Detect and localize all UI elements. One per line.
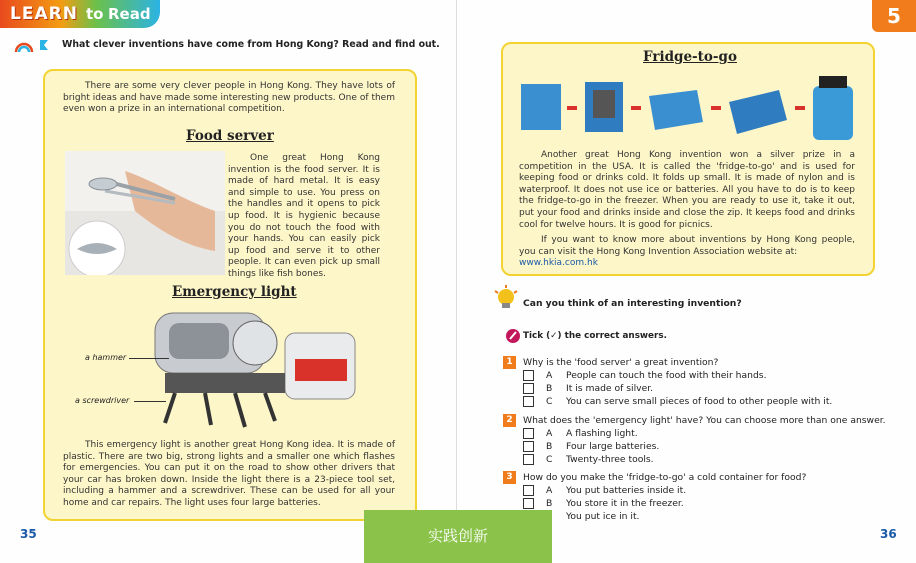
banner-learn: LEARN bbox=[10, 4, 78, 24]
checkbox[interactable] bbox=[523, 454, 534, 465]
question-2-number: 2 bbox=[503, 414, 516, 427]
left-page bbox=[0, 0, 457, 563]
checkbox[interactable] bbox=[523, 428, 534, 439]
more-info-text: If you want to know more about inventions by Hong Kong people, you can visit the Hong Kong Invention Association website at: bbox=[519, 235, 855, 257]
checkbox[interactable] bbox=[523, 383, 534, 394]
checkbox[interactable] bbox=[523, 485, 534, 496]
checkbox[interactable] bbox=[523, 396, 534, 407]
intro-paragraph: There are some very clever people in Hong Kong. They have lots of bright ideas and have made some interesting new products. One of them even won a prize in an international competition. bbox=[63, 81, 395, 115]
hammer-pointer-line bbox=[129, 358, 169, 359]
screwdriver-pointer-line bbox=[134, 401, 166, 402]
checkbox[interactable] bbox=[523, 498, 534, 509]
q2-option-a[interactable]: A A flashing light. bbox=[523, 428, 638, 439]
page-number-left: 35 bbox=[20, 527, 37, 541]
right-page bbox=[457, 0, 916, 563]
website-link[interactable]: www.hkia.com.hk bbox=[519, 258, 598, 268]
q1-option-a[interactable]: A People can touch the food with their hands. bbox=[523, 370, 767, 381]
food-server-text: One great Hong Kong invention is the food server. It is made of hard metal. It is easy and simple to use. You press on the handles and it opens to pick up food. It is hygienic because you do not touch the food with your hands. You can easily pick up food and serve it to other people. It can even pick up small things like fish bones. bbox=[228, 153, 380, 279]
learn-to-read-banner bbox=[0, 0, 160, 28]
q3-option-c[interactable]: You put ice in it. bbox=[523, 511, 639, 522]
q3-option-b[interactable]: B You store it in the freezer. bbox=[523, 498, 684, 509]
question-1-number: 1 bbox=[503, 356, 516, 369]
q2-option-c[interactable]: C Twenty-three tools. bbox=[523, 454, 654, 465]
practice-innovation-button[interactable]: 实践创新 bbox=[364, 510, 552, 563]
banner-to: to bbox=[86, 5, 104, 23]
q2-option-b[interactable]: B Four large batteries. bbox=[523, 441, 659, 452]
label-hammer: a hammer bbox=[85, 353, 127, 362]
fridge-to-go-heading: Fridge-to-go bbox=[643, 49, 737, 65]
tick-instruction: Tick (✓) the correct answers. bbox=[523, 331, 667, 341]
food-server-heading: Food server bbox=[186, 128, 274, 144]
unit-badge: 5 bbox=[872, 0, 916, 32]
rainbow-icon bbox=[14, 37, 54, 53]
question-2-text: What does the 'emergency light' have? You can choose more than one answer. bbox=[523, 415, 886, 426]
intro-question: What clever inventions have come from Hong Kong? Read and find out. bbox=[62, 39, 440, 50]
page-number-right: 36 bbox=[880, 527, 897, 541]
label-screwdriver: a screwdriver bbox=[75, 396, 130, 405]
q3-option-a[interactable]: A You put batteries inside it. bbox=[523, 485, 686, 496]
emergency-light-heading: Emergency light bbox=[172, 284, 297, 300]
reading-panel-left bbox=[43, 69, 417, 521]
checkbox[interactable] bbox=[523, 370, 534, 381]
question-1-text: Why is the 'food server' a great invention? bbox=[523, 357, 719, 368]
question-3-text: How do you make the 'fridge-to-go' a cold container for food? bbox=[523, 472, 807, 483]
checkbox[interactable] bbox=[523, 441, 534, 452]
fridge-to-go-sequence-photo bbox=[519, 72, 859, 152]
reading-panel-right bbox=[501, 42, 875, 276]
lightbulb-icon bbox=[493, 285, 519, 311]
banner-read: Read bbox=[108, 5, 151, 23]
think-prompt: Can you think of an interesting invention? bbox=[523, 298, 742, 309]
food-server-photo bbox=[65, 151, 225, 275]
emergency-light-photo bbox=[135, 303, 365, 431]
emergency-light-text: This emergency light is another great Hong Kong idea. It is made of plastic. There are two big, strong lights and a smaller one which flashes for emergencies. You can put it on the road to show other drivers that your car has broken down. Inside the light there is a 23-piece tool set, including a hammer and a screwdriver. These can be used for all your home and car repairs. The light uses four large batteries. bbox=[63, 440, 395, 508]
pencil-icon bbox=[505, 328, 521, 344]
q1-option-c[interactable]: C You can serve small pieces of food to other people with it. bbox=[523, 396, 832, 407]
question-3-number: 3 bbox=[503, 471, 516, 484]
q1-option-b[interactable]: B It is made of silver. bbox=[523, 383, 653, 394]
fridge-to-go-text: Another great Hong Kong invention won a silver prize in a competition in the USA. It is called the 'fridge-to-go' and is used for keeping food or drinks cold. It folds up small. It is made of nylon and is waterproof. It does not use ice or batteries. All you have to do is to keep the fridge-to-go in the freezer. When you are ready to use it, take it out, put your food and drinks inside and close the zip. It keeps food and drinks cool for twelve hours. It is good for picnics. bbox=[519, 150, 855, 230]
